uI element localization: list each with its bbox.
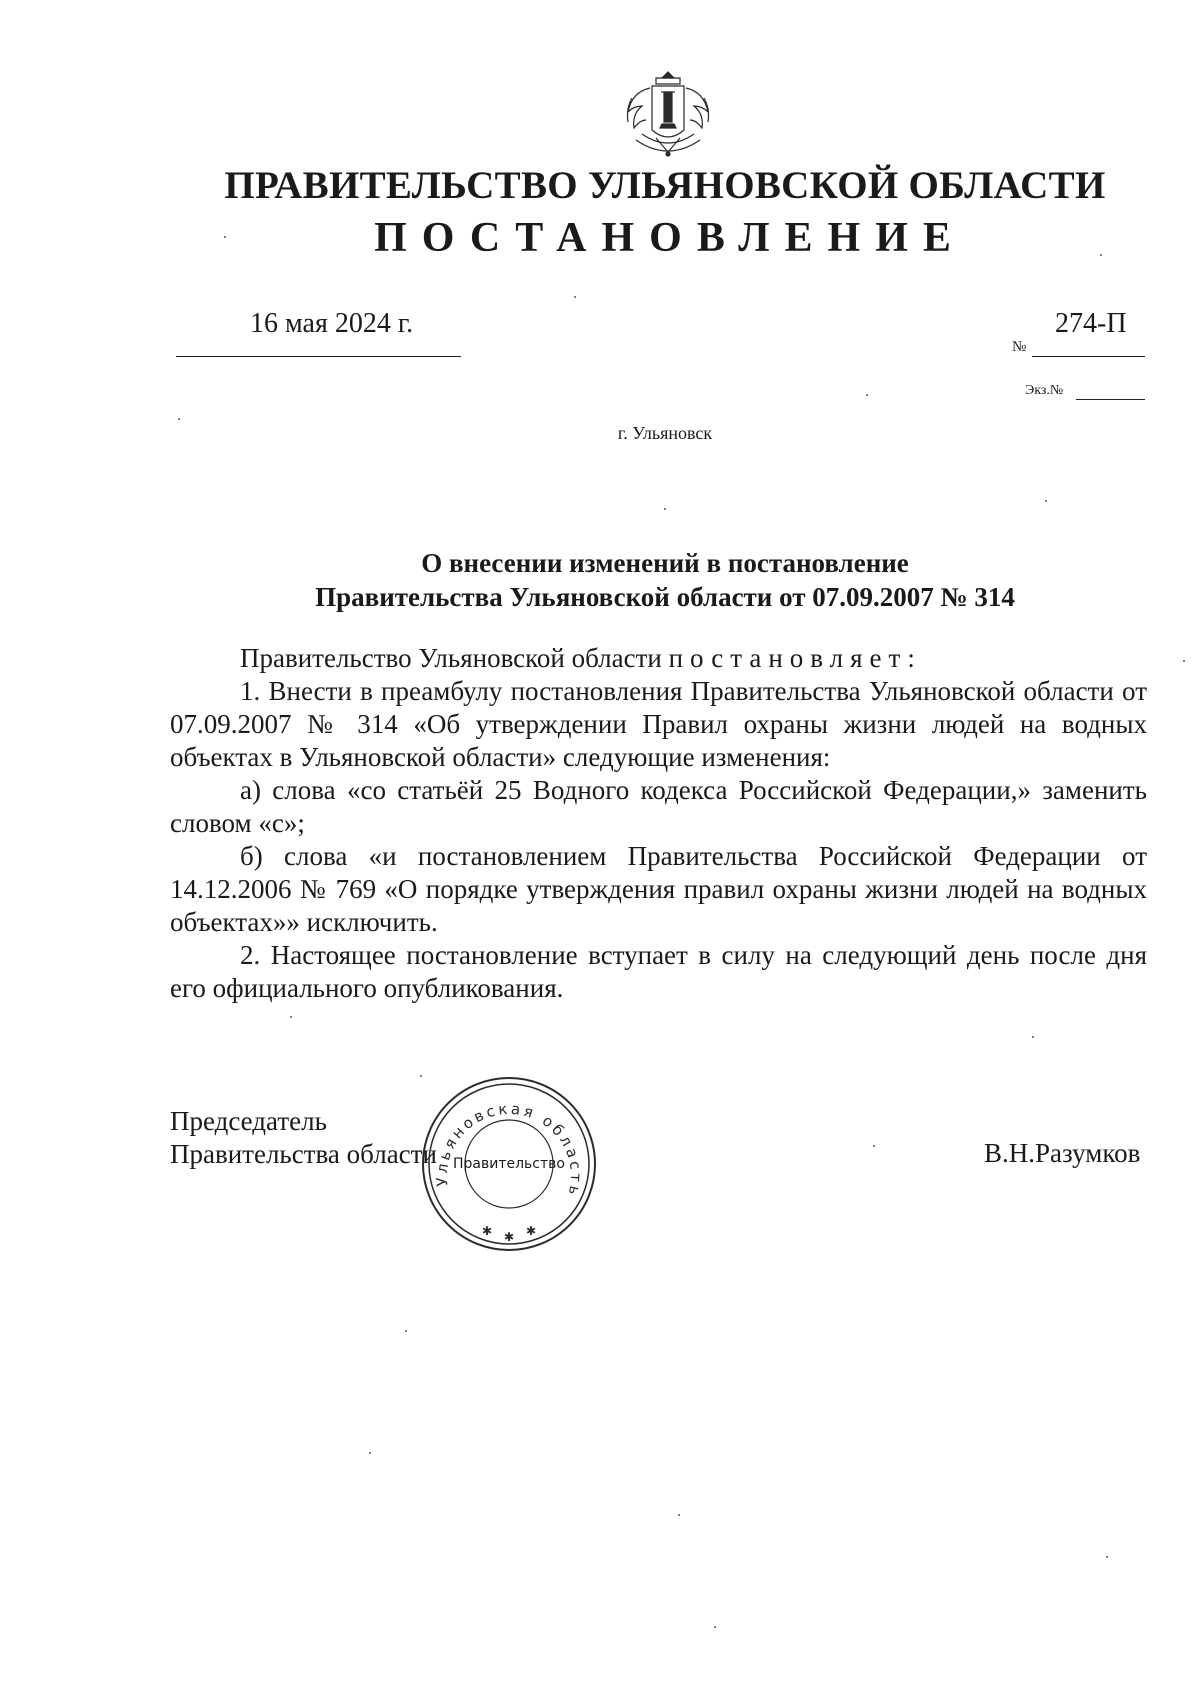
scan-speck <box>369 1452 371 1454</box>
scan-speck <box>678 1514 680 1516</box>
signatory-position-line-1: Председатель <box>170 1106 327 1136</box>
scan-speck <box>873 1145 875 1147</box>
number-label: № <box>1012 339 1027 355</box>
body-paragraph-1a: а) слова «со статьёй 25 Водного кодекса Российской Федерации,» заменить словом «с»; <box>170 775 1147 838</box>
svg-text:✱: ✱ <box>504 1230 515 1244</box>
number-underline <box>1032 356 1145 357</box>
subject-line-1: О внесении изменений в постановление <box>421 548 909 578</box>
signatory-position-line-2: Правительства области <box>170 1139 437 1169</box>
government-title: ПРАВИТЕЛЬСТВО УЛЬЯНОВСКОЙ ОБЛАСТИ <box>224 164 1106 207</box>
document-body <box>170 642 1147 1005</box>
copy-number-label: Экз.№ <box>1025 383 1064 398</box>
scan-speck <box>420 1075 422 1077</box>
scan-speck <box>866 394 868 396</box>
intro-suffix: : <box>907 643 915 673</box>
scan-speck <box>1045 500 1047 502</box>
body-paragraph-2: 2. Настоящее постановление вступает в силу на следующий день после дня его официального опубликования. <box>170 940 1147 1003</box>
scan-speck <box>178 418 180 420</box>
date-underline <box>176 356 461 357</box>
city: г. Ульяновск <box>617 423 713 443</box>
scan-speck <box>224 236 226 238</box>
scan-speck <box>574 296 576 298</box>
copy-number-underline <box>1076 399 1145 400</box>
scan-speck <box>1032 1036 1034 1038</box>
document-subject <box>0 546 1200 614</box>
svg-text:✱: ✱ <box>482 1224 493 1238</box>
document-number: 274-П <box>1055 308 1127 339</box>
scan-speck <box>405 1330 407 1332</box>
svg-text:Ульяновская область <box>433 1100 585 1200</box>
body-paragraph-1: 1. Внести в преамбулу постановления Правительства Ульяновской области от 07.09.2007 № 314 «Об утверждении Правил охраны жизни людей на водных объектах в Ульяновской области» следующие изменения: <box>170 676 1147 772</box>
seal-ring-text: Ульяновская область <box>432 1099 586 1200</box>
document-type-title: ПОСТАНОВЛЕНИЕ <box>374 215 966 261</box>
scan-speck <box>290 1016 292 1018</box>
seal-center-text: Правительство <box>453 1156 565 1172</box>
document-date: 16 мая 2024 г. <box>250 308 414 339</box>
scan-speck <box>1106 1556 1108 1558</box>
body-paragraph-1b: б) слова «и постановлением Правительства Российской Федерации от 14.12.2006 № 769 «О порядке утверждения правил охраны жизни людей на водных объектах»» исключить. <box>170 841 1147 937</box>
svg-text:✱: ✱ <box>526 1224 537 1238</box>
scan-speck <box>714 1626 716 1628</box>
coat-of-arms-emblem <box>612 68 724 160</box>
body-intro <box>170 642 1147 675</box>
subject-line-2: Правительства Ульяновской области от 07.09.2007 № 314 <box>315 582 1015 612</box>
signatory-position <box>170 1105 437 1171</box>
scan-speck <box>1183 660 1185 662</box>
intro-decree-word: постановляет <box>668 643 908 673</box>
scan-speck <box>664 508 666 510</box>
scan-speck <box>1100 254 1102 256</box>
intro-prefix: Правительство Ульяновской области <box>240 643 669 673</box>
signatory-name: В.Н.Разумков <box>984 1138 1141 1168</box>
